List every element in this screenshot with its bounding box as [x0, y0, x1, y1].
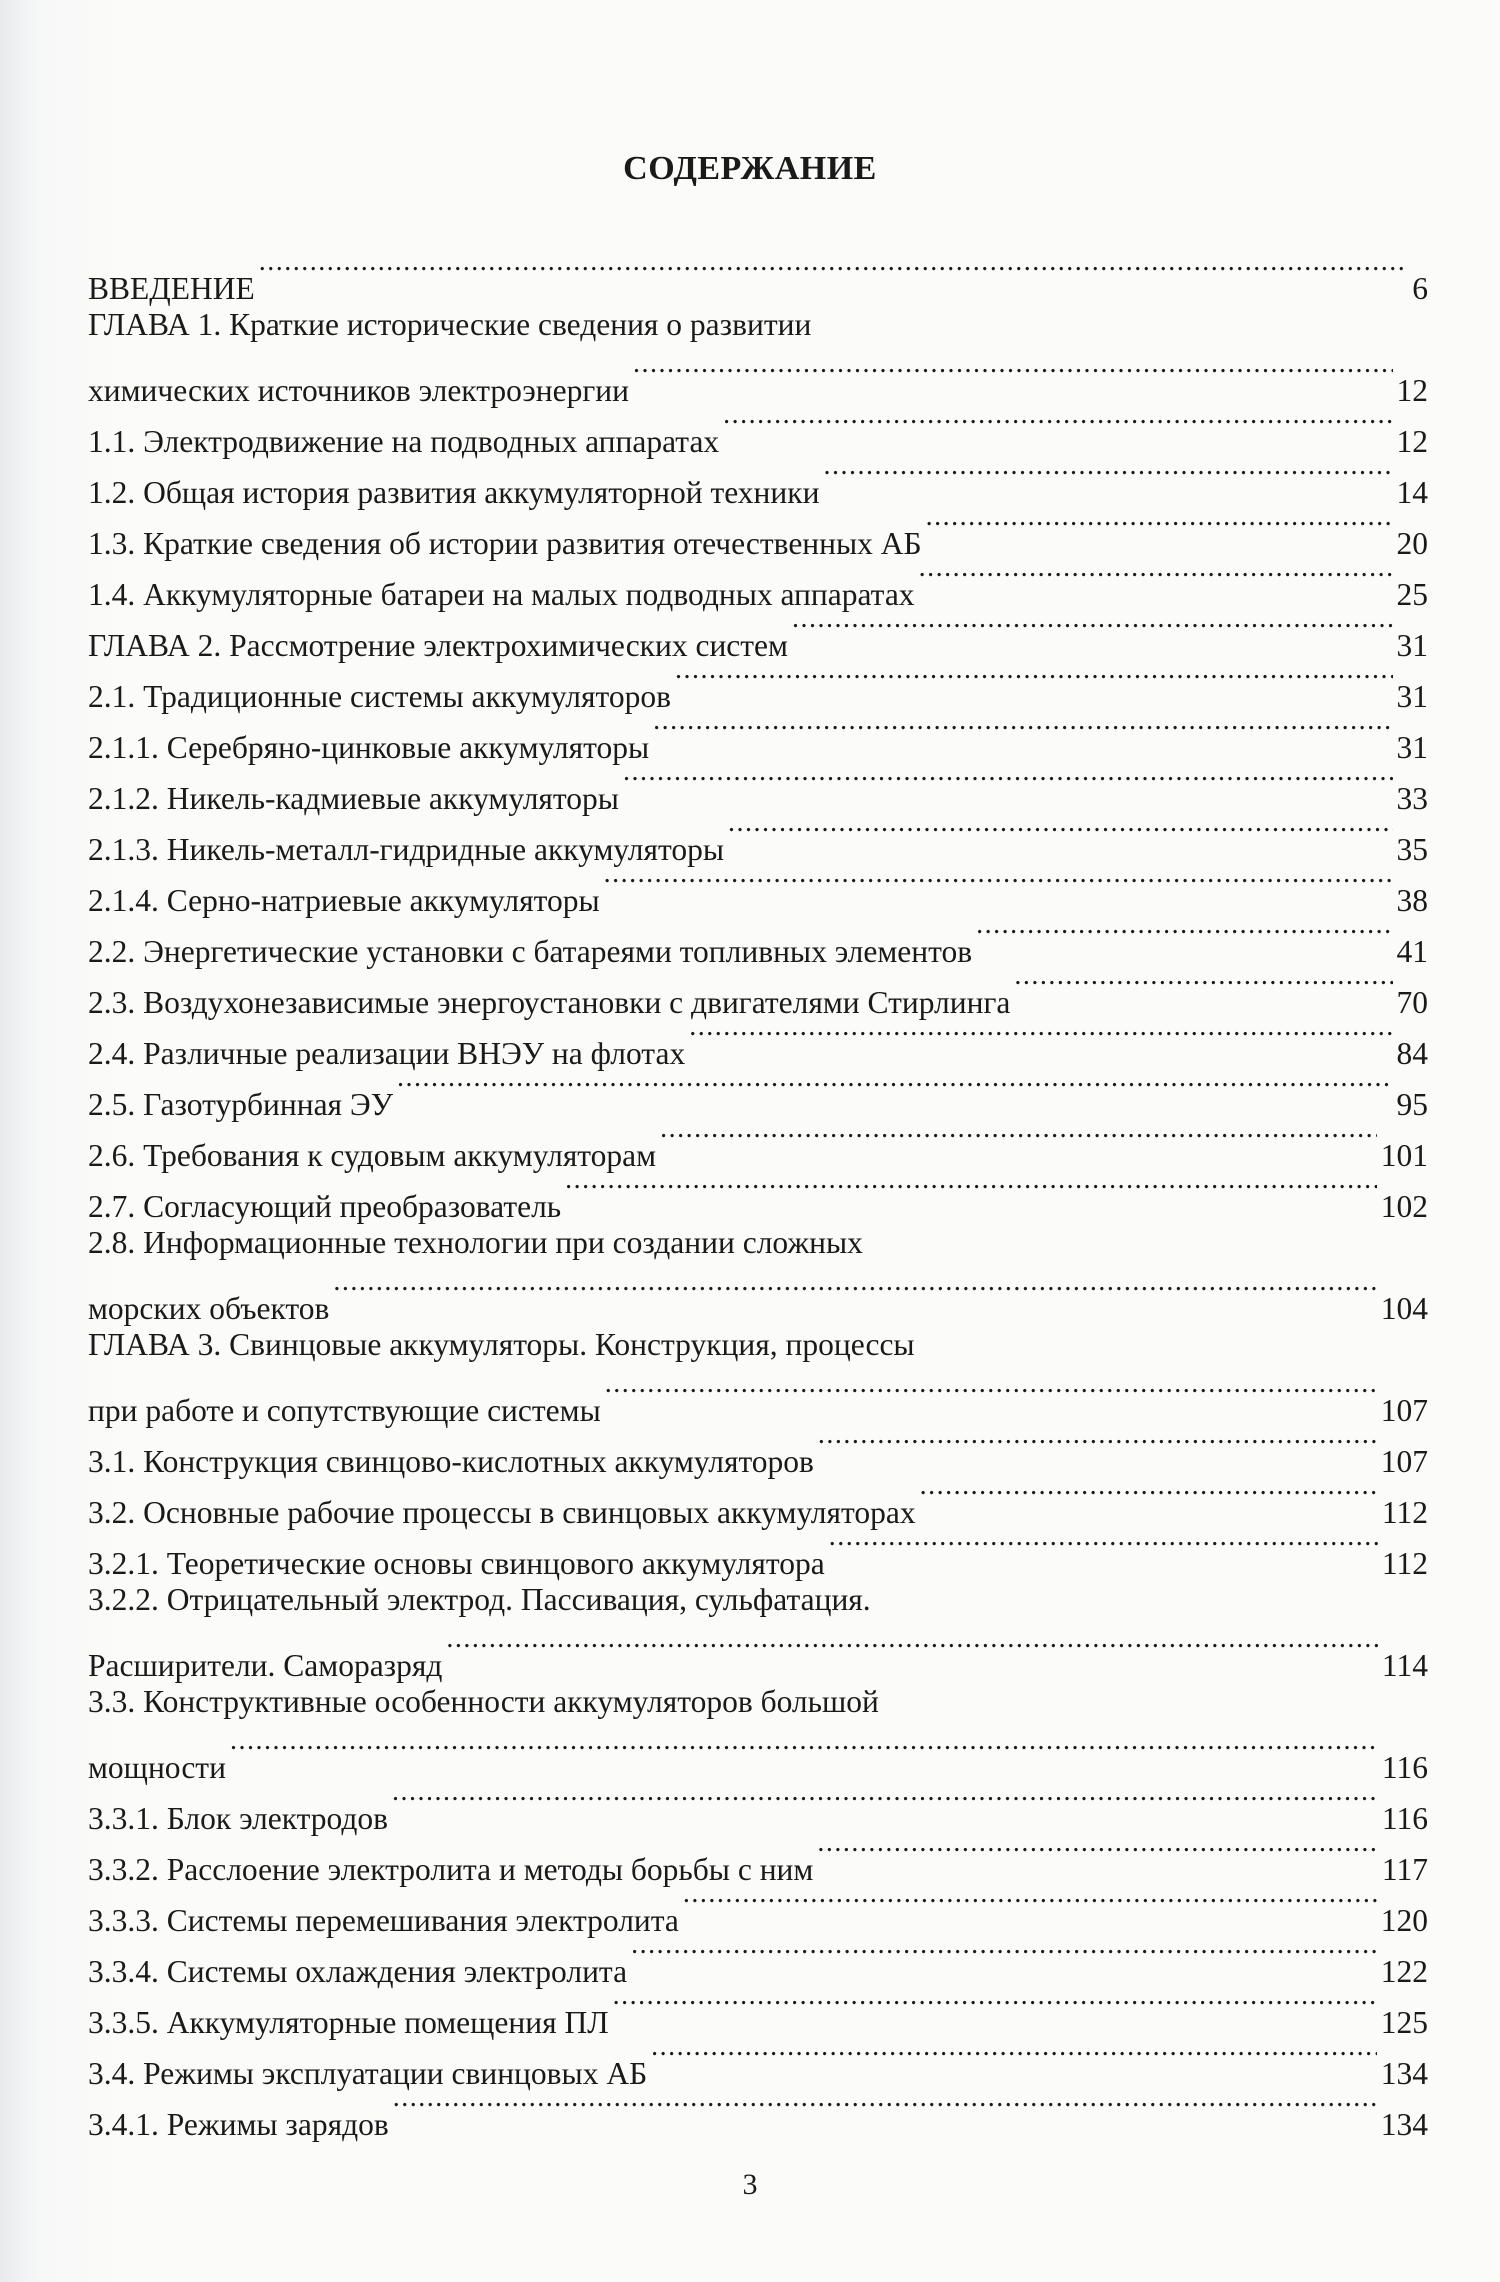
- toc-leader-dots: [605, 1370, 1377, 1421]
- toc-leader-dots: [565, 1166, 1377, 1217]
- toc-leader-dots: [1014, 962, 1392, 1013]
- toc-page-number: 114: [1381, 1648, 1428, 1683]
- toc-entry-text: Расширители. Саморазряд: [88, 1648, 443, 1683]
- toc-page-number: 120: [1380, 1903, 1428, 1938]
- toc-line: [88, 1676, 1428, 1727]
- toc-page-number: 31: [1396, 730, 1428, 765]
- toc-leader-dots: [604, 860, 1393, 911]
- toc-entry: [88, 1319, 1428, 1428]
- toc-page-number: 112: [1381, 1546, 1428, 1581]
- toc-leader-dots: [728, 809, 1393, 860]
- toc-entry-text: ГЛАВА 3. Свинцовые аккумуляторы. Конструкция, процессы: [88, 1327, 915, 1362]
- toc-leader-dots: [333, 1268, 1376, 1319]
- toc-entry-text: ГЛАВА 2. Рассмотрение электрохимических систем: [88, 628, 788, 663]
- toc-line: [88, 1217, 1428, 1268]
- toc-leader-dots: [613, 1982, 1377, 2033]
- toc-leader-dots: [817, 1829, 1378, 1880]
- toc-entry-text: 2.1. Традиционные системы аккумуляторов: [88, 679, 671, 714]
- toc-line: [88, 1268, 1428, 1326]
- toc-page-number: 35: [1396, 832, 1428, 867]
- toc-entry-text: 3.4. Режимы эксплуатации свинцовых АБ: [88, 2056, 648, 2091]
- toc-leader-dots: [829, 1523, 1378, 1574]
- toc-leader-dots: [723, 401, 1392, 452]
- toc-line: [88, 248, 1428, 306]
- toc-entry-text: 2.1.2. Никель-кадмиевые аккумуляторы: [88, 781, 619, 816]
- toc-line: [88, 1778, 1428, 1836]
- toc-page-number: 107: [1380, 1393, 1428, 1428]
- toc-entry-text: 2.8. Информационные технологии при создании сложных: [88, 1225, 863, 1260]
- toc-page-number: 95: [1396, 1087, 1428, 1122]
- toc-page-number: 12: [1396, 424, 1428, 459]
- toc-entry-text: 2.7. Согласующий преобразователь: [88, 1189, 562, 1224]
- toc-leader-dots: [392, 1778, 1378, 1829]
- toc-line: [88, 1370, 1428, 1428]
- toc-leader-dots: [393, 2084, 1377, 2135]
- toc-leader-dots: [259, 248, 1409, 299]
- toc-line: [88, 1574, 1428, 1625]
- toc-entry-text: 3.2.2. Отрицательный электрод. Пассивация, сульфатация.: [88, 1582, 871, 1617]
- toc-page-number: 101: [1380, 1138, 1428, 1173]
- toc-page-number: 12: [1396, 373, 1428, 408]
- toc-entry-text: 2.5. Газотурбинная ЭУ: [88, 1087, 394, 1122]
- toc-entry-text: 1.4. Аккумуляторные батареи на малых подводных аппаратах: [88, 577, 915, 612]
- toc-entry-text: 2.2. Энергетические установки с батареями топливных элементов: [88, 934, 973, 969]
- toc-entry: [88, 1676, 1428, 1785]
- toc-entry-text: ВВЕДЕНИЕ: [88, 271, 255, 306]
- toc-page-number: 31: [1396, 628, 1428, 663]
- toc-entry-text: 2.1.4. Серно-натриевые аккумуляторы: [88, 883, 600, 918]
- toc-entry: [88, 1574, 1428, 1683]
- toc-entry-text: 2.1.1. Серебряно-цинковые аккумуляторы: [88, 730, 650, 765]
- toc-entry-text: мощности: [88, 1750, 226, 1785]
- toc-page-number: 70: [1396, 985, 1428, 1020]
- toc-page-number: 102: [1380, 1189, 1428, 1224]
- toc-page-number: 134: [1380, 2056, 1428, 2091]
- toc-page-number: 116: [1381, 1750, 1428, 1785]
- toc-page-number: 20: [1396, 526, 1428, 561]
- toc-page-number: 31: [1396, 679, 1428, 714]
- toc-leader-dots: [397, 1064, 1392, 1115]
- toc-leader-dots: [792, 605, 1393, 656]
- toc-entry-text: 3.3.4. Системы охлаждения электролита: [88, 1954, 628, 1989]
- toc-line: [88, 350, 1428, 408]
- toc-entry-text: 3.3.1. Блок электродов: [88, 1801, 389, 1836]
- toc-entry-text: 1.3. Краткие сведения об истории развития отечественных АБ: [88, 526, 922, 561]
- toc-page-number: 134: [1380, 2107, 1428, 2142]
- toc-leader-dots: [633, 350, 1393, 401]
- toc-page-number: 38: [1396, 883, 1428, 918]
- toc-leader-dots: [631, 1931, 1377, 1982]
- toc-entry-text: ГЛАВА 1. Краткие исторические сведения о развитии: [88, 307, 812, 342]
- toc-entry-text: 3.4.1. Режимы зарядов: [88, 2107, 389, 2142]
- toc-entry-text: 3.3.5. Аккумуляторные помещения ПЛ: [88, 2005, 609, 2040]
- toc-entry: [88, 1778, 1428, 1836]
- toc-page-number: 84: [1396, 1036, 1428, 1071]
- toc-leader-dots: [689, 1013, 1392, 1064]
- toc-leader-dots: [660, 1115, 1377, 1166]
- toc-leader-dots: [675, 656, 1393, 707]
- toc-line: [88, 1625, 1428, 1683]
- toc-entry-text: 3.1. Конструкция свинцово-кислотных аккумуляторов: [88, 1444, 814, 1479]
- page-number: 3: [742, 2168, 758, 2201]
- toc-line: [88, 1727, 1428, 1785]
- toc-entry: [88, 299, 1428, 408]
- toc-leader-dots: [920, 1472, 1378, 1523]
- toc-entry-text: 3.3.3. Системы перемешивания электролита: [88, 1903, 679, 1938]
- toc-entry-text: 3.3.2. Расслоение электролита и методы борьбы с ним: [88, 1852, 814, 1887]
- toc-entry-text: 2.3. Воздухонезависимые энергоустановки с двигателями Стирлинга: [88, 985, 1011, 1020]
- toc-entry-text: морских объектов: [88, 1291, 330, 1326]
- toc-entry-text: 3.3. Конструктивные особенности аккумуляторов большой: [88, 1684, 879, 1719]
- toc-page-number: 112: [1381, 1495, 1428, 1530]
- toc-leader-dots: [446, 1625, 1378, 1676]
- toc-leader-dots: [230, 1727, 1378, 1778]
- toc-entry-text: 2.4. Различные реализации ВНЭУ на флотах: [88, 1036, 686, 1071]
- page-title: СОДЕРЖАНИЕ: [623, 150, 877, 187]
- toc-page-number: 6: [1412, 271, 1428, 306]
- toc-leader-dots: [919, 554, 1393, 605]
- toc-page-number: 116: [1381, 1801, 1428, 1836]
- toc-entry-text: химических источников электроэнергии: [88, 373, 629, 408]
- toc-page-number: 104: [1380, 1291, 1428, 1326]
- toc-leader-dots: [926, 503, 1393, 554]
- toc-leader-dots: [683, 1880, 1377, 1931]
- toc-entry-text: 3.2.1. Теоретические основы свинцового аккумулятора: [88, 1546, 825, 1581]
- toc-leader-dots: [976, 911, 1392, 962]
- toc-page-number: 41: [1396, 934, 1428, 969]
- toc-page-number: 107: [1380, 1444, 1428, 1479]
- toc-entry-text: при работе и сопутствующие системы: [88, 1393, 601, 1428]
- toc-leader-dots: [653, 707, 1392, 758]
- toc-page-number: 25: [1396, 577, 1428, 612]
- toc-leader-dots: [818, 1421, 1377, 1472]
- toc-entry: [88, 248, 1428, 306]
- toc-entry-text: 3.2. Основные рабочие процессы в свинцовых аккумуляторах: [88, 1495, 916, 1530]
- toc-line: [88, 299, 1428, 350]
- toc-leader-dots: [651, 2033, 1377, 2084]
- toc-page-number: 14: [1396, 475, 1428, 510]
- toc-page-number: 125: [1380, 2005, 1428, 2040]
- toc-leader-dots: [623, 758, 1393, 809]
- toc-page-number: 33: [1396, 781, 1428, 816]
- toc-entry-text: 1.2. Общая история развития аккумуляторной техники: [88, 475, 820, 510]
- toc-line: [88, 1319, 1428, 1370]
- toc-page-number: 117: [1381, 1852, 1428, 1887]
- toc-page-number: 122: [1380, 1954, 1428, 1989]
- table-of-contents: [88, 248, 1428, 2142]
- toc-leader-dots: [823, 452, 1392, 503]
- toc-entry-text: 2.6. Требования к судовым аккумуляторам: [88, 1138, 657, 1173]
- toc-entry-text: 1.1. Электродвижение на подводных аппаратах: [88, 424, 720, 459]
- toc-entry-text: 2.1.3. Никель-металл-гидридные аккумуляторы: [88, 832, 724, 867]
- toc-entry: [88, 1217, 1428, 1326]
